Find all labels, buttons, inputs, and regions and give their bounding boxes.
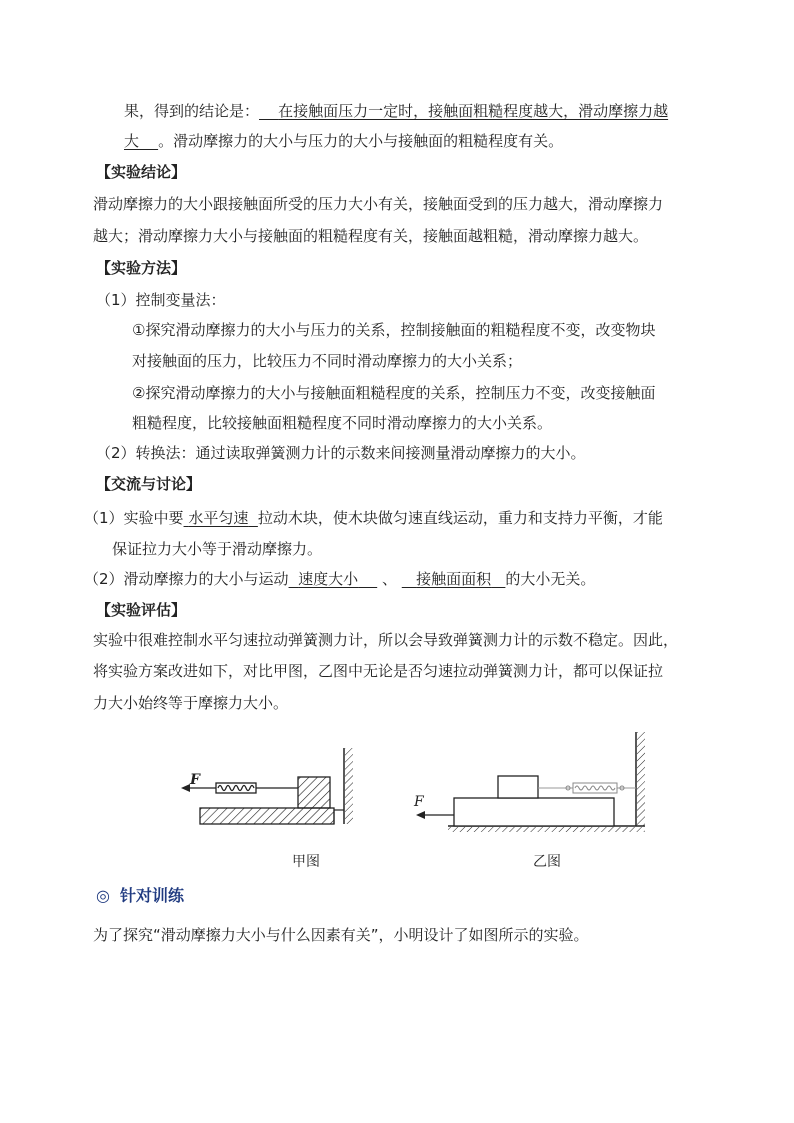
discussion-q1-answer: 水平匀速 — [188, 509, 249, 527]
method-sub1-line1: ①探究滑动摩擦力的大小与压力的关系，控制接触面的粗糙程度不变，改变物块 — [132, 321, 656, 339]
method-heading: 【实验方法】 — [96, 259, 187, 277]
discussion-q2-line — [84, 569, 595, 589]
method-item2: （2）转换法：通过读取弹簧测力计的示数来间接测量滑动摩擦力的大小。 — [96, 444, 586, 462]
method-item1: （1）控制变量法： — [96, 291, 226, 309]
evaluation-heading: 【实验评估】 — [96, 601, 187, 619]
experiment-conclusion-heading: 【实验结论】 — [96, 163, 187, 181]
discussion-q2-sep — [377, 570, 402, 588]
jia-force-label: F — [190, 772, 200, 788]
conclusion-answer-text2: 大 — [124, 132, 140, 150]
discussion-q2-prefix: （2）滑动摩擦力的大小与运动 — [84, 570, 289, 588]
figure-jia-diagram — [176, 740, 366, 832]
discussion-heading: 【交流与讨论】 — [96, 475, 202, 493]
discussion-q1-rest: 拉动木块，使木块做匀速直线运动，重力和支持力平衡，才能 — [257, 509, 663, 527]
conclusion-prefix: 果，得到的结论是： — [124, 102, 260, 120]
conclusion-answer-part2 — [124, 132, 158, 150]
conclusion-intro-line1 — [124, 101, 668, 121]
discussion-q2-answer1: 速度大小 — [298, 570, 359, 588]
evaluation-line1: 实验中很难控制水平匀速拉动弹簧测力计，所以会导致弹簧测力计的示数不稳定。因此， — [93, 631, 679, 649]
conclusion-answer-part1 — [259, 102, 668, 120]
discussion-q2-answer2: 接触面面积 — [416, 570, 492, 588]
experiment-conclusion-line1: 滑动摩擦力的大小跟接触面所受的压力大小有关，接触面受到的压力越大，滑动摩擦力 — [93, 195, 664, 213]
yi-force-arrow — [416, 811, 454, 819]
training-text: 为了探究“滑动摩擦力大小与什么因素有关”，小明设计了如图所示的实验。 — [93, 926, 589, 944]
yi-spring-scale — [538, 783, 636, 793]
training-heading — [96, 883, 184, 906]
target-ring-icon: ◎ — [96, 886, 110, 905]
jia-board — [200, 808, 334, 824]
figure-yi-diagram — [408, 728, 652, 832]
discussion-q1-prefix: （1）实验中要 — [84, 509, 184, 527]
conclusion-intro-line2 — [124, 131, 563, 151]
figure-yi-caption: 乙图 — [533, 854, 561, 870]
discussion-q1-line1 — [84, 508, 663, 528]
evaluation-line3: 力大小始终等于摩擦力大小。 — [93, 694, 289, 712]
discussion-q2-blank1 — [289, 570, 378, 588]
conclusion-rest: 。滑动摩擦力的大小与压力的大小与接触面的粗糙程度有关。 — [158, 132, 564, 150]
method-sub2-line1: ②探究滑动摩擦力的大小与接触面粗糙程度的关系，控制压力不变，改变接触面 — [132, 384, 656, 402]
figure-jia-caption: 甲图 — [292, 854, 320, 870]
experiment-conclusion-line2: 越大；滑动摩擦力大小与接触面的粗糙程度有关，接触面越粗糙，滑动摩擦力越大。 — [93, 227, 649, 245]
discussion-q1-line2: 保证拉力大小等于滑动摩擦力。 — [112, 540, 323, 558]
training-title: 针对训练 — [119, 886, 184, 905]
yi-block — [498, 776, 538, 798]
method-sub2-line2: 粗糙程度，比较接触面粗糙程度不同时滑动摩擦力的大小关系。 — [132, 414, 553, 432]
discussion-q2-rest: 的大小无关。 — [505, 570, 596, 588]
evaluation-line2: 将实验方案改进如下，对比甲图，乙图中无论是否匀速拉动弹簧测力计，都可以保证拉 — [93, 662, 664, 680]
yi-force-label: F — [414, 794, 424, 810]
jia-block — [298, 777, 330, 808]
discussion-q2-sep-text: 、 — [381, 570, 397, 588]
jia-wall — [334, 748, 353, 824]
yi-board — [454, 798, 614, 826]
discussion-q2-blank2 — [402, 570, 506, 588]
discussion-q1-blank — [184, 509, 258, 527]
method-sub1-line2: 对接触面的压力，比较压力不同时滑动摩擦力的大小关系； — [132, 352, 523, 370]
conclusion-answer-text1: 在接触面压力一定时，接触面粗糙程度越大，滑动摩擦力越 — [278, 102, 669, 120]
